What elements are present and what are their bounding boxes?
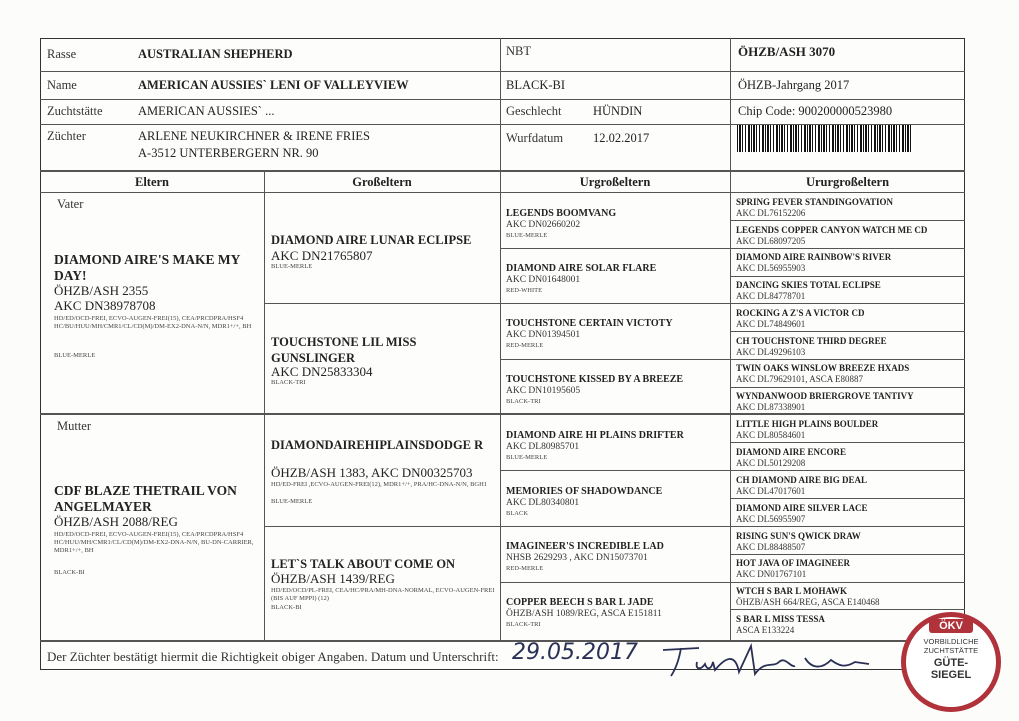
great-grandparent-name: LEGENDS BOOMVANG (506, 208, 617, 219)
great-grandparent-color: RED-WHITE (506, 287, 543, 294)
great-grandparent-name: TOUCHSTONE KISSED BY A BREEZE (506, 374, 684, 385)
col-urgrosseltern: Urgroßeltern (579, 175, 651, 189)
col-grosseltern: Großeltern (352, 175, 412, 189)
great-grandparent-reg: AKC DN02660202 (506, 220, 581, 230)
gg-grandparent-reg: AKC DL88488507 (736, 542, 806, 552)
gg-grandparent-reg: AKC DL74849601 (736, 319, 806, 329)
great-grandparent-color: RED-MERLE (506, 342, 544, 349)
grandparent-reg: ÖHZB/ASH 1383, AKC DN00325703 (271, 465, 473, 480)
col-ururgrosseltern: Ururgroßeltern (805, 175, 890, 189)
grandparent-color: BLUE-MERLE (271, 263, 313, 270)
zuechter-line-1: ARLENE NEUKIRCHNER & IRENE FRIES (138, 129, 370, 143)
gg-grandparent-name: LITTLE HIGH PLAINS BOULDER (736, 419, 879, 429)
gg-grandparent-name: HOT JAVA OF IMAGINEER (736, 558, 850, 568)
grandparent-reg: ÖHZB/ASH 1439/REG (271, 571, 395, 586)
gg-grandparent-name: TWIN OAKS WINSLOW BREEZE HXADS (736, 363, 910, 373)
gg-grandparent-reg: AKC DL80584601 (736, 430, 806, 440)
jahrgang: ÖHZB-Jahrgang 2017 (738, 78, 850, 92)
gg-grandparent-reg: AKC DL50129208 (736, 458, 806, 468)
footer-statement: Der Züchter bestätigt hiermit die Richtigkeit obiger Angaben. Datum und Unterschrift: (47, 649, 499, 664)
great-grandparent-name: IMAGINEER'S INCREDIBLE LAD (506, 541, 664, 552)
great-grandparent-color: BLUE-MERLE (506, 454, 548, 461)
signature-date: 29.05.2017 (512, 640, 638, 665)
zuchtstaette-value: AMERICAN AUSSIES` ... (138, 104, 275, 118)
gg-grandparent-name: WYNDANWOOD BRIERGROVE TANTIVY (736, 391, 914, 401)
great-grandparent-name: DIAMOND AIRE SOLAR FLARE (506, 263, 657, 274)
seal-line-2: ZUCHTSTÄTTE (923, 646, 979, 655)
gg-grandparent-reg: AKC DL56955907 (736, 514, 806, 524)
gg-grandparent-reg: AKC DN01767101 (736, 569, 807, 579)
grandparent-name: TOUCHSTONE LIL MISS GUNSLINGER (271, 335, 417, 365)
rasse-label: Rasse (47, 47, 77, 61)
gg-grandparent-name: CH TOUCHSTONE THIRD DEGREE (736, 336, 887, 346)
great-grandparent-color: RED-MERLE (506, 565, 544, 572)
zuchtstaette-label: Zuchtstätte (47, 104, 103, 118)
gg-grandparent-reg: AKC DL87338901 (736, 402, 806, 412)
seal-line-3: GÜTE- (933, 657, 969, 669)
dog-color: BLACK-BI (506, 78, 566, 92)
gg-grandparent-name: RISING SUN'S QWICK DRAW (736, 531, 861, 541)
rasse-value: AUSTRALIAN SHEPHERD (138, 47, 293, 61)
gg-grandparent-reg: AKC DL84778701 (736, 291, 806, 301)
gg-grandparent-reg: AKC DL68097205 (736, 236, 806, 246)
vater-reg-1: ÖHZB/ASH 2355 (54, 283, 149, 298)
gg-grandparent-name: S BAR L MISS TESSA (736, 614, 825, 624)
barcode (737, 125, 913, 152)
zuechter-line-2: A-3512 UNTERBERGERN NR. 90 (138, 146, 319, 160)
gg-grandparent-name: DIAMOND AIRE RAINBOW'S RIVER (736, 252, 892, 262)
gg-grandparent-reg: AKC DL49296103 (736, 347, 806, 357)
mutter-label: Mutter (57, 419, 92, 433)
wurfdatum-label: Wurfdatum (506, 131, 564, 145)
gg-grandparent-name: DANCING SKIES TOTAL ECLIPSE (736, 280, 881, 290)
geschlecht-label: Geschlecht (506, 104, 562, 118)
grandparent-color: BLACK-BI (271, 604, 302, 611)
great-grandparent-reg: AKC DL80985701 (506, 442, 580, 452)
gg-grandparent-name: DIAMOND AIRE ENCORE (736, 447, 847, 457)
vater-health: HD/ED/OCD-FREI, ECVO-AUGEN-FREI(15), CEA/PRCDPRA/HSF4 HC/BU/HUU/MH/CMR1/CL/CD(M)/DM-EX2-DNA-N/N, MDR1+/+, BH (54, 315, 252, 330)
great-grandparent-name: MEMORIES OF SHADOWDANCE (506, 486, 663, 497)
gg-grandparent-name: SPRING FEVER STANDINGOVATION (736, 197, 894, 207)
vater-name: DIAMOND AIRE'S MAKE MY DAY! (54, 252, 240, 283)
great-grandparent-color: BLACK-TRI (506, 621, 541, 628)
gg-grandparent-reg: ASCA E133224 (736, 625, 795, 635)
great-grandparent-reg: NHSB 2629293 , AKC DN15073701 (506, 553, 648, 563)
mutter-reg: ÖHZB/ASH 2088/REG (54, 514, 178, 529)
gg-grandparent-name: ROCKING A Z'S A VICTOR CD (736, 308, 865, 318)
dog-name: AMERICAN AUSSIES` LENI OF VALLEYVIEW (138, 78, 409, 92)
gg-grandparent-reg: ÖHZB/ASH 664/REG, ASCA E140468 (736, 597, 880, 607)
great-grandparent-color: BLACK-TRI (506, 398, 541, 405)
mutter-name: CDF BLAZE THETRAIL VON ANGELMAYER (54, 483, 237, 514)
signature (655, 638, 880, 680)
grandparent-health: HD/ED/OCD/PL-FREI, CEA/HC/PRA/MH-DNA-NORMAL, ECVO-AUGEN-FREI (BIS AUF MPPI) (12) (271, 587, 495, 602)
great-grandparent-reg: AKC DL80340801 (506, 498, 580, 508)
great-grandparent-reg: AKC DN01648001 (506, 275, 581, 285)
great-grandparent-reg: AKC DN01394501 (506, 330, 581, 340)
mutter-color: BLACK-BI (54, 569, 85, 576)
grandparent-color: BLACK-TRI (271, 379, 306, 386)
grandparent-reg: AKC DN21765807 (271, 248, 373, 263)
seal-line-1: VORBILDLICHE (923, 637, 979, 646)
gg-grandparent-name: CH DIAMOND AIRE BIG DEAL (736, 475, 868, 485)
grandparent-name: DIAMONDAIREHIPLAINSDODGE R (271, 438, 484, 452)
grandparent-health: HD/ED-FREI ,ECVO-AUGEN-FREI(12), MDR1+/+, PRA/HC-DNA-N/N, BGH1 (271, 481, 488, 488)
vater-label: Vater (57, 197, 84, 211)
name-label: Name (47, 78, 77, 92)
registration-number: ÖHZB/ASH 3070 (738, 44, 836, 59)
vater-reg-2: AKC DN38978708 (54, 298, 156, 313)
zuechter-label: Züchter (47, 129, 86, 143)
quality-seal (901, 612, 1001, 712)
seal-line-4: SIEGEL (930, 669, 972, 681)
grandparent-color: BLUE-MERLE (271, 498, 313, 505)
col-eltern: Eltern (134, 175, 170, 189)
grandparent-name: LET`S TALK ABOUT COME ON (271, 557, 456, 571)
gg-grandparent-reg: AKC DL76152206 (736, 208, 806, 218)
gg-grandparent-reg: AKC DL47017601 (736, 486, 806, 496)
great-grandparent-reg: ÖHZB/ASH 1089/REG, ASCA E151811 (506, 609, 662, 619)
great-grandparent-color: BLUE-MERLE (506, 232, 548, 239)
great-grandparent-name: DIAMOND AIRE HI PLAINS DRIFTER (506, 430, 684, 441)
gg-grandparent-reg: AKC DL56955903 (736, 263, 806, 273)
great-grandparent-name: TOUCHSTONE CERTAIN VICTOTY (506, 318, 673, 329)
vater-color: BLUE-MERLE (54, 352, 96, 359)
great-grandparent-name: COPPER BEECH S BAR L JADE (506, 597, 654, 608)
grandparent-name: DIAMOND AIRE LUNAR ECLIPSE (271, 233, 472, 247)
gg-grandparent-reg: AKC DL79629101, ASCA E80887 (736, 374, 864, 384)
mutter-health: HD/ED/OCD-FREI, ECVO-AUGEN-FREI(15), CEA/PRCDPRA/HSF4 HC/HUU/MH/CMR1/CL/CD(M)/DM-EX2-DNA-N/N, BU-DN-CARRIER, MDR1+/+, BH (54, 531, 254, 554)
great-grandparent-color: BLACK (506, 510, 529, 517)
gg-grandparent-name: WTCH S BAR L MOHAWK (736, 586, 848, 596)
wurfdatum-value: 12.02.2017 (593, 131, 650, 145)
great-grandparent-reg: AKC DN10195605 (506, 386, 581, 396)
oekv-logo: ÖKV (929, 619, 973, 633)
nbt-label: NBT (506, 44, 531, 58)
chip-code: Chip Code: 900200000523980 (738, 104, 893, 118)
gg-grandparent-name: LEGENDS COPPER CANYON WATCH ME CD (736, 225, 928, 235)
geschlecht-value: HÜNDIN (593, 104, 643, 118)
gg-grandparent-name: DIAMOND AIRE SILVER LACE (736, 503, 868, 513)
grandparent-reg: AKC DN25833304 (271, 364, 373, 379)
